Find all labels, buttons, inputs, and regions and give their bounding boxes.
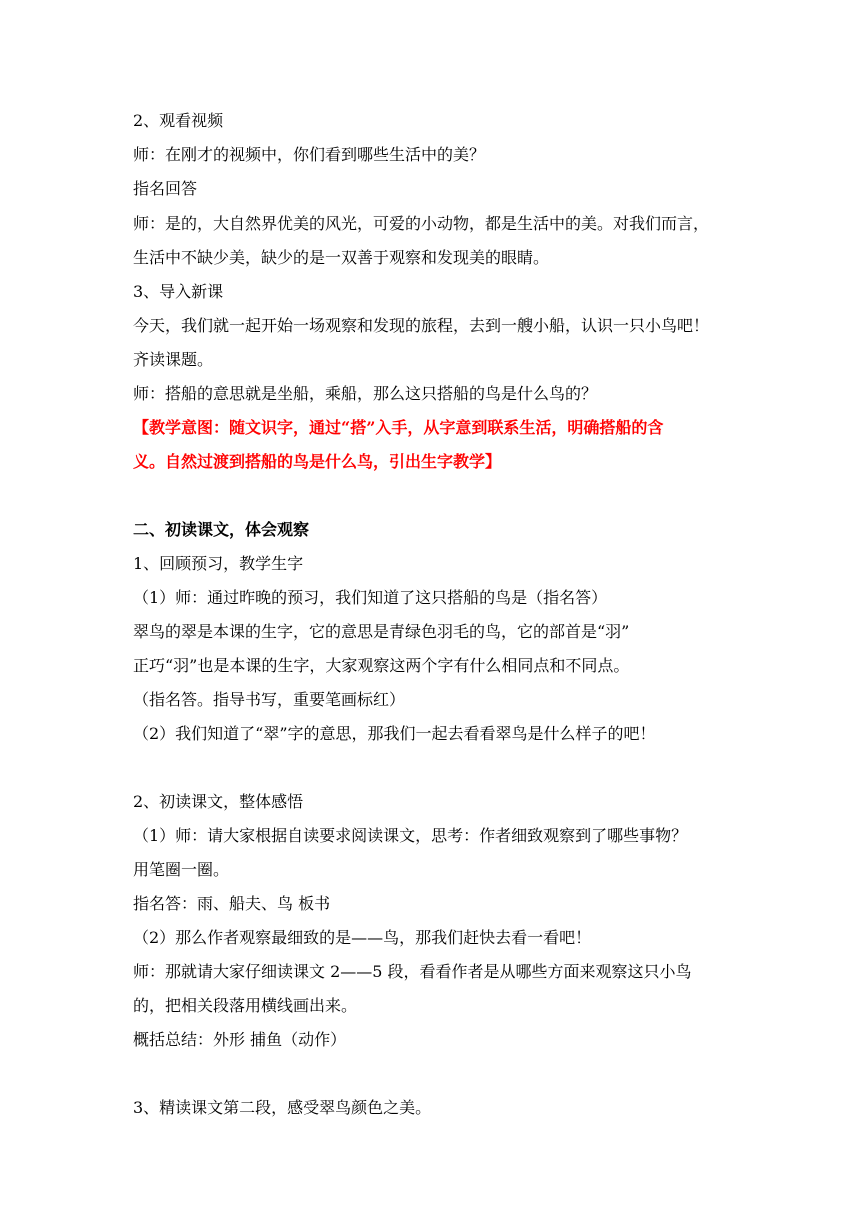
paragraph-line: （1）师：通过昨晚的预习，我们知道了这只搭船的鸟是（指名答） [133,588,608,607]
paragraph-line: （1）师：请大家根据自读要求阅读课文，思考：作者细致观察到了哪些事物？ [133,826,688,845]
subsection-heading: 2、初读课文，整体感悟 [133,792,304,811]
subsection-heading: 1、回顾预习，教学生字 [133,554,304,573]
paragraph-line: 师：是的，大自然界优美的风光，可爱的小动物，都是生活中的美。对我们而言， [133,214,710,233]
section-title-first-reading: 二、初读课文，体会观察 [133,520,310,539]
paragraph-line: 师：那就请大家仔细读课文 2——5 段，看看作者是从哪些方面来观察这只小鸟 [133,962,692,981]
paragraph-line: 师：搭船的意思就是坐船，乘船，那么这只搭船的鸟是什么鸟的？ [133,384,598,403]
paragraph-line: 生活中不缺少美，缺少的是一双善于观察和发现美的眼睛。 [133,248,550,267]
paragraph-line: 翠鸟的翠是本课的生字，它的意思是青绿色羽毛的鸟，它的部首是“羽” [133,622,630,641]
paragraph-line: 的，把相关段落用横线画出来。 [133,996,358,1015]
paragraph-line: 今天，我们就一起开始一场观察和发现的旅程，去到一艘小船，认识一只小鸟吧！ [133,316,710,335]
paragraph-line: 齐读课题。 [133,350,214,369]
teacher-question: 师：在刚才的视频中，你们看到哪些生活中的美？ [133,145,486,164]
section-heading-watch-video: 2、观看视频 [133,111,224,130]
paragraph-line: 指名回答 [133,179,198,198]
section-heading-new-lesson: 3、导入新课 [133,282,224,301]
teaching-intent-note: 【教学意图：随文识字，通过“搭”入手，从字意到联系生活，明确搭船的含 [133,418,664,437]
paragraph-line: 用笔圈一圈。 [133,860,230,879]
paragraph-line: （2）我们知道了“翠”字的意思，那我们一起去看看翠鸟是什么样子的吧！ [133,724,656,743]
paragraph-line: （2）那么作者观察最细致的是——鸟，那我们赶快去看一看吧！ [133,928,592,947]
paragraph-line: （指名答。指导书写，重要笔画标红） [133,690,406,709]
subsection-heading: 3、精读课文第二段，感受翠鸟颜色之美。 [133,1098,432,1117]
paragraph-line: 概括总结：外形 捕鱼（动作） [133,1030,347,1049]
teaching-intent-note: 义。自然过渡到搭船的鸟是什么鸟，引出生字教学】 [133,452,502,471]
paragraph-line: 正巧“羽”也是本课的生字，大家观察这两个字有什么相同点和不同点。 [133,656,630,675]
paragraph-line: 指名答：雨、船夫、鸟 板书 [133,894,331,913]
